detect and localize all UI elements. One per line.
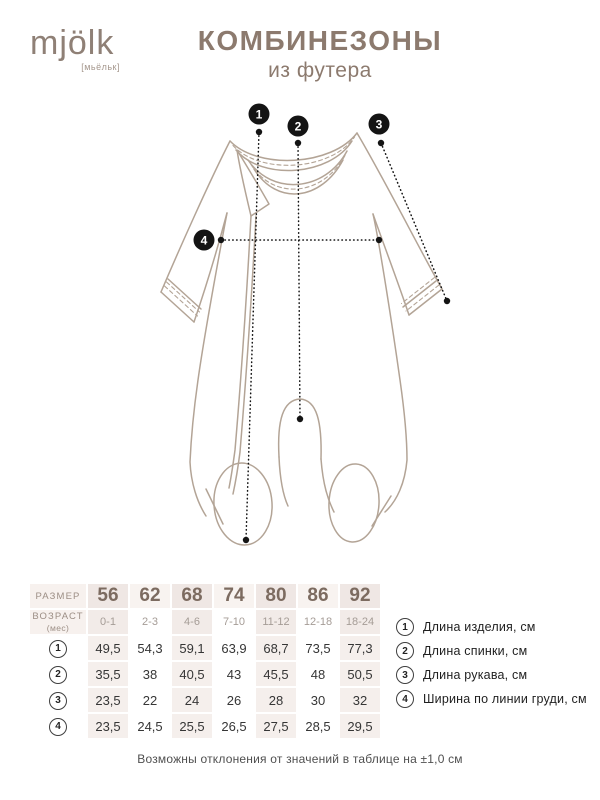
right-cuff-end-line: [409, 289, 442, 315]
measure-value: 28,5: [298, 714, 338, 738]
legend-label: Длина рукава, см: [423, 668, 528, 682]
left-cuff-end-line: [161, 292, 194, 322]
age-value: 12-18: [298, 610, 338, 634]
left-foot-outline: [211, 461, 275, 547]
body-left-edge-line: [190, 213, 227, 516]
measure-marker-3: [369, 114, 390, 135]
left-cuff-inner-line: [168, 279, 201, 309]
table-row-measure-1: [30, 636, 380, 660]
measure-value: 24: [172, 688, 212, 712]
marker-number: 3: [375, 117, 383, 132]
measure-value: 27,5: [256, 714, 296, 738]
row-number-badge: 1: [49, 640, 67, 658]
right-sleeve-inner-line: [373, 214, 409, 315]
legend-number-badge: 2: [396, 642, 414, 660]
age-value: 11-12: [256, 610, 296, 634]
size-value: 92: [340, 584, 380, 608]
left-cuff-stitch-line-b: [167, 282, 200, 312]
measure-dot: [444, 298, 450, 304]
size-value: 80: [256, 584, 296, 608]
measure-dot: [256, 129, 262, 135]
measure-value: 28: [256, 688, 296, 712]
legend-label: Ширина по линии груди, см: [423, 692, 587, 706]
legend-item-1: [396, 618, 587, 636]
right-cuff-inner-line: [403, 281, 436, 307]
measure-marker-2: [288, 116, 309, 137]
age-value: 2-3: [130, 610, 170, 634]
measure-value: 26: [214, 688, 254, 712]
table-row-measure-4: [30, 714, 380, 738]
age-value: 0-1: [88, 610, 128, 634]
measure-marker-1: [249, 104, 270, 125]
measure-value: 35,5: [88, 662, 128, 686]
measure-value: 38: [130, 662, 170, 686]
row-label-cell: [30, 714, 86, 738]
measure-line-3: [381, 143, 447, 301]
measure-value: 77,3: [340, 636, 380, 660]
measure-marker-4: [194, 230, 215, 251]
measure-value: 63,9: [214, 636, 254, 660]
row-label-cell: [30, 662, 86, 686]
body-right-edge-line: [373, 214, 407, 512]
legend-item-4: [396, 690, 587, 708]
left-sleeve-outer-line: [161, 141, 230, 292]
age-value: 18-24: [340, 610, 380, 634]
marker-number: 4: [200, 233, 208, 248]
brand-logo-transcription: [мьёльк]: [81, 62, 120, 72]
age-header-line1: ВОЗРАСТ: [32, 611, 84, 623]
measure-value: 25,5: [172, 714, 212, 738]
measure-value: 40,5: [172, 662, 212, 686]
zipper-flap: [237, 150, 269, 216]
right-cuff-stitch-line-a: [406, 285, 439, 311]
brand-logo-text: mjölk: [30, 24, 115, 62]
table-row-sizes: [30, 584, 380, 608]
size-value: 86: [298, 584, 338, 608]
table-row-ages: [30, 610, 380, 634]
legend-number-badge: 4: [396, 690, 414, 708]
measure-value: 23,5: [88, 714, 128, 738]
measure-value: 23,5: [88, 688, 128, 712]
measure-dot: [243, 537, 249, 543]
row-label-cell: [30, 636, 86, 660]
row-number-badge: 4: [49, 718, 67, 736]
legend-number-badge: 3: [396, 666, 414, 684]
left-inner-leg-line: [279, 457, 288, 506]
measure-value: 43: [214, 662, 254, 686]
measure-dot: [378, 140, 384, 146]
measure-value: 32: [340, 688, 380, 712]
page-title: КОМБИНЕЗОНЫ: [197, 25, 443, 56]
legend-label: Длина спинки, см: [423, 644, 528, 658]
age-value: 4-6: [172, 610, 212, 634]
legend-item-3: [396, 666, 587, 684]
size-value: 56: [88, 584, 128, 608]
age-header-label: [30, 610, 86, 634]
table-row-measure-2: [30, 662, 380, 686]
measure-value: 73,5: [298, 636, 338, 660]
row-number-badge: 3: [49, 692, 67, 710]
measure-value: 45,5: [256, 662, 296, 686]
table-row-measure-3: [30, 688, 380, 712]
age-header-line2: (мес): [46, 622, 70, 633]
size-table: [28, 582, 382, 740]
measure-dot: [295, 140, 301, 146]
measure-dot: [218, 237, 224, 243]
measure-value: 54,3: [130, 636, 170, 660]
measure-value: 59,1: [172, 636, 212, 660]
measure-value: 50,5: [340, 662, 380, 686]
measure-value: 22: [130, 688, 170, 712]
marker-number: 2: [294, 119, 302, 134]
page-subtitle: из футера: [268, 58, 372, 82]
marker-number: 1: [255, 107, 263, 122]
age-value: 7-10: [214, 610, 254, 634]
right-ankle-dart-line: [372, 496, 391, 526]
measure-value: 26,5: [214, 714, 254, 738]
right-foot-outline: [327, 463, 381, 544]
measure-dot: [297, 416, 303, 422]
row-label-cell: [30, 688, 86, 712]
legend-number-badge: 1: [396, 618, 414, 636]
size-header-label: РАЗМЕР: [30, 584, 86, 608]
measure-value: 24,5: [130, 714, 170, 738]
measurement-legend: [396, 618, 587, 708]
right-sleeve-outer-line: [357, 133, 442, 289]
legend-item-2: [396, 642, 587, 660]
size-value: 74: [214, 584, 254, 608]
measure-dot: [376, 237, 382, 243]
measure-value: 29,5: [340, 714, 380, 738]
legend-label: Длина изделия, см: [423, 620, 536, 634]
measure-value: 68,7: [256, 636, 296, 660]
measure-value: 30: [298, 688, 338, 712]
measure-value: 48: [298, 662, 338, 686]
size-value: 68: [172, 584, 212, 608]
size-value: 62: [130, 584, 170, 608]
row-number-badge: 2: [49, 666, 67, 684]
measure-value: 49,5: [88, 636, 128, 660]
tolerance-footnote: Возможны отклонения от значений в таблице на ±1,0 см: [137, 752, 463, 766]
